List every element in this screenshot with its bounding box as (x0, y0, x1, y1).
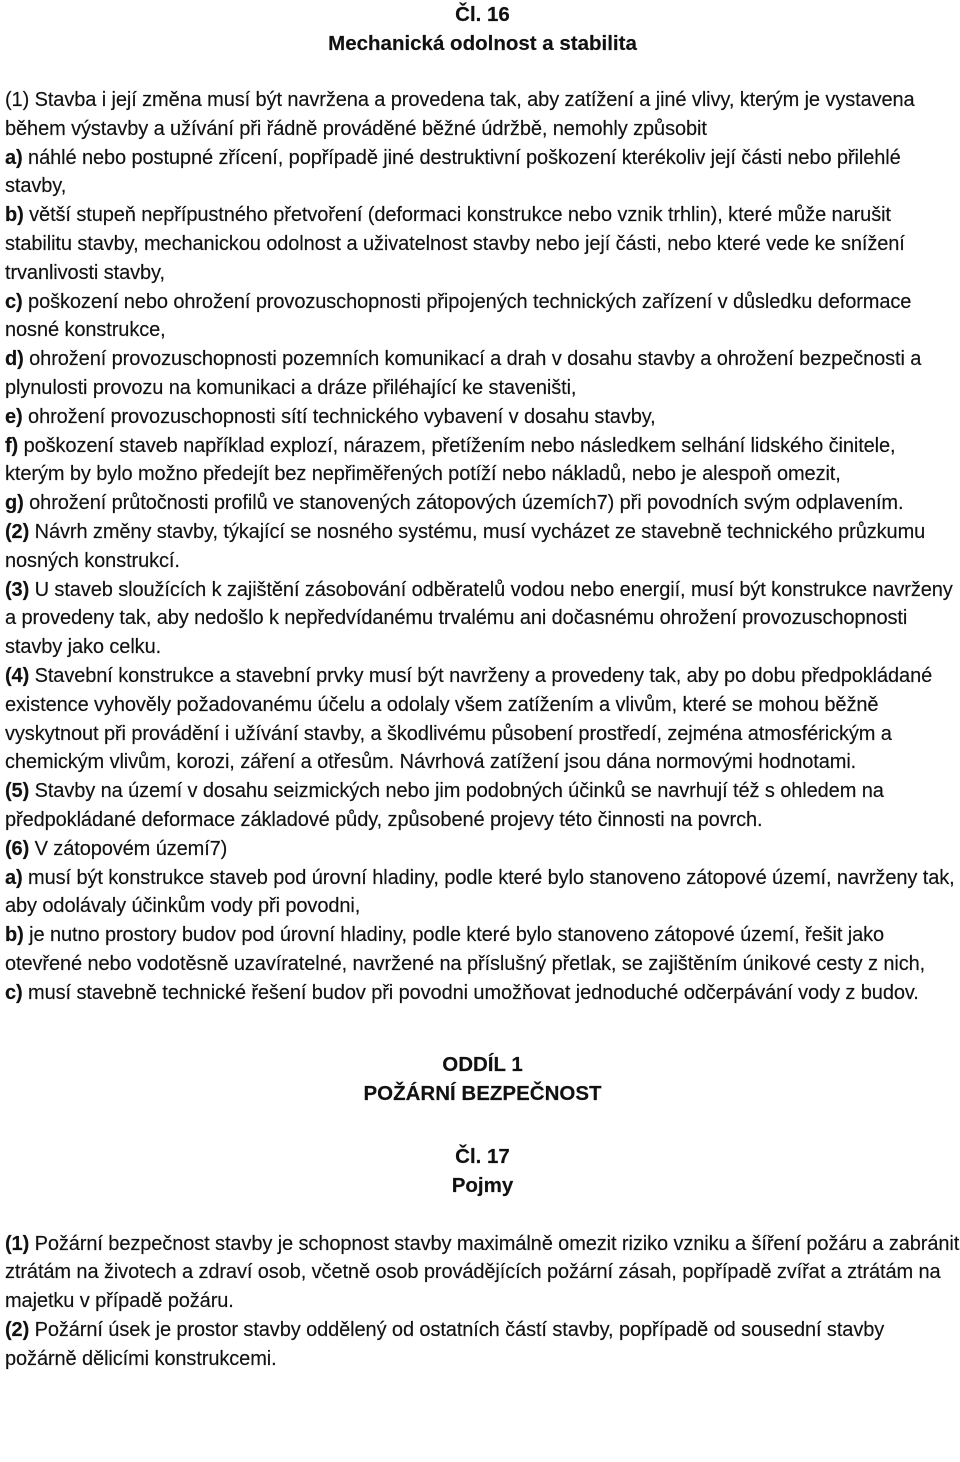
paragraph-3-label: (3) (5, 578, 30, 601)
paragraph-2 (5, 518, 960, 576)
article-17-number: Čl. 17 (455, 1144, 510, 1168)
article-16-title: Mechanická odolnost a stabilita (328, 32, 637, 55)
p6-item-a (5, 864, 960, 922)
paragraph-5-label: (5) (5, 780, 30, 803)
section-number: ODDÍL 1 (442, 1052, 523, 1076)
article-17-paragraph-2 (5, 1316, 960, 1374)
article-16-number: Čl. 16 (455, 3, 510, 26)
item-a (5, 144, 960, 202)
item-c (5, 288, 960, 346)
paragraph-2-label: (2) (5, 520, 30, 543)
p6-item-c (5, 979, 960, 1008)
p6-item-a-text: musí být konstrukce staveb pod úrovní hladiny, podle které bylo stanoveno zátopové území, navrženy tak, aby odolávaly účinkům vody při povodni, (5, 866, 955, 918)
item-a-text: náhlé nebo postupné zřícení, popřípadě jiné destruktivní poškození kterékoliv její části nebo přilehlé stavby, (5, 146, 901, 198)
paragraph-6 (5, 835, 960, 864)
article-16-heading (5, 0, 960, 58)
paragraph-3-text: U staveb sloužících k zajištění zásobování odběratelů vodou nebo energií, musí být konstrukce navrženy a provedeny tak, aby nedošlo k nepředvídanému trvalému ani dočasnému ohrožení provozuschopnosti stavby jako celku. (5, 578, 953, 659)
p6-item-b-label: b) (5, 924, 24, 947)
item-e (5, 403, 960, 432)
item-f-text: poškození staveb například explozí, nárazem, přetížením nebo následkem selhání lidského činitele, kterým by bylo možno předejít bez nepřiměřených potíží nebo nákladů, nebo je alespoň omezit, (5, 434, 896, 486)
p6-item-c-label: c) (5, 981, 23, 1004)
p6-item-b-text: je nutno prostory budov pod úrovní hladiny, podle které bylo stanoveno zátopové území, řešit jako otevřené nebo vodotěsně uzavíratelné, navržené na příslušný přetlak, se zajištěním únikové cesty z nich, (5, 924, 926, 975)
item-f-label: f) (5, 434, 19, 457)
paragraph-4-label: (4) (5, 664, 30, 687)
item-g-text: ohrožení průtočnosti profilů ve stanovených zátopových územích7) při povodních svým odplavením. (23, 492, 904, 515)
item-b (5, 201, 960, 287)
article-17-paragraph-1-text: Požární bezpečnost stavby je schopnost stavby maximálně omezit riziko vzniku a šíření požáru a zabránit ztrátám na životech a zdraví osob, včetně osob provádějících požární zásah, popřípadě zvířat a ztrátám na majetku v případě požáru. (5, 1232, 960, 1313)
item-c-text: poškození nebo ohrožení provozuschopnosti připojených technických zařízení v důsledku deformace nosné konstrukce, (5, 290, 912, 342)
p6-item-a-label: a) (5, 866, 23, 889)
article-17-paragraph-1-label: (1) (5, 1232, 30, 1255)
article-17-paragraph-2-label: (2) (5, 1318, 30, 1341)
article-17-paragraph-1 (5, 1230, 960, 1316)
paragraph-4 (5, 662, 960, 777)
p6-item-c-text: musí stavebně technické řešení budov při povodni umožňovat jednoduché odčerpávání vody z budov. (22, 981, 919, 1004)
article-16-body (5, 86, 960, 1008)
item-g (5, 489, 960, 518)
p6-item-b (5, 921, 960, 979)
paragraph-6-label: (6) (5, 837, 30, 860)
item-c-label: c) (5, 290, 23, 313)
paragraph-3 (5, 576, 960, 662)
item-e-label: e) (5, 405, 23, 428)
item-b-label: b) (5, 204, 24, 227)
section-title: POŽÁRNÍ BEZPEČNOST (363, 1081, 602, 1105)
section-heading (5, 1050, 960, 1108)
article-17-paragraph-2-text: Požární úsek je prostor stavby oddělený od ostatních částí stavby, popřípadě od sousední stavby požárně dělicími konstrukcemi. (5, 1318, 885, 1370)
item-e-text: ohrožení provozuschopnosti sítí technického vybavení v dosahu stavby, (22, 405, 656, 428)
article-17-title: Pojmy (451, 1173, 514, 1197)
item-d (5, 345, 960, 403)
paragraph-4-text: Stavební konstrukce a stavební prvky musí být navrženy a provedeny tak, aby po dobu předpokládané existence vyhověly požadovanému účelu a odolaly všem zatížením a vlivům, které se mohou běžně vyskytnout při provádění i užívání stavby, a škodlivému působení prostředí, zejména atmosférickým a chemickým vlivům, korozi, záření a otřesům. Návrhová zatížení jsou dána normovými hodnotami. (5, 664, 933, 774)
paragraph-5-text: Stavby na území v dosahu seizmických nebo jim podobných účinků se navrhují též s ohledem na předpokládané deformace základové půdy, způsobené projevy této činnosti na povrch. (5, 780, 884, 831)
paragraph-6-text: V zátopovém území7) (29, 837, 228, 860)
item-g-label: g) (5, 492, 24, 515)
paragraph-1-intro: (1) Stavba i její změna musí být navržena a provedena tak, aby zatížení a jiné vlivy, kterým je vystavena během výstavby a užívání při řádně prováděné běžné údržbě, nemohly způsobit (5, 89, 915, 140)
item-a-label: a) (5, 146, 23, 169)
item-b-text: větší stupeň nepřípustného přetvoření (deformaci konstrukce nebo vznik trhlin), které může narušit stabilitu stavby, mechanickou odolnost a uživatelnost stavby nebo její části, nebo které vede ke snížení trvanlivosti stavby, (5, 204, 905, 284)
item-d-text: ohrožení provozuschopnosti pozemních komunikací a drah v dosahu stavby a ohrožení bezpečnosti a plynulosti provozu na komunikaci a dráze přiléhající ke staveništi, (5, 348, 922, 399)
article-17-heading (5, 1142, 960, 1200)
paragraph-5 (5, 777, 960, 835)
item-f (5, 432, 960, 490)
item-d-label: d) (5, 348, 24, 371)
paragraph-2-text: Návrh změny stavby, týkající se nosného systému, musí vycházet ze stavebně technického průzkumu nosných konstrukcí. (5, 520, 926, 572)
